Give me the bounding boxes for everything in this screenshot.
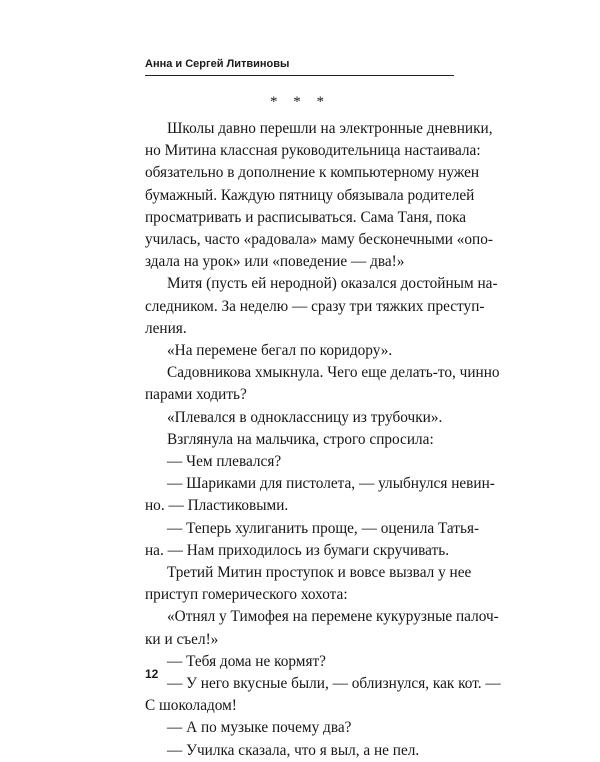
text-line: здала на урок» или «поведение — два!» [145, 253, 405, 271]
page-number: 12 [145, 667, 159, 681]
text-line: — Шариками для пистолета, — улыбнулся невин- [167, 475, 495, 493]
text-line: следником. За неделю — сразу три тяжких преступ- [145, 297, 485, 315]
text-line: ления. [145, 319, 187, 337]
page-body [145, 118, 501, 762]
running-header: Анна и Сергей Литвиновы [145, 58, 290, 70]
text-line: «На перемене бегал по коридору». [167, 342, 393, 360]
text-line: Садовникова хмыкнула. Чего еще делать-то, чинно [167, 364, 500, 382]
text-line: обязательно в дополнение к компьютерному нужен [145, 164, 480, 182]
text-line: «Отнял у Тимофея на перемене кукурузные палоч- [167, 608, 499, 626]
text-line: просматривать и расписываться. Сама Таня, пока [145, 208, 467, 226]
text-line: на. — Нам приходилось из бумаги скручивать. [145, 541, 450, 559]
text-line: парами ходить? [145, 386, 247, 404]
text-line: — У него вкусные были, — облизнулся, как кот. — [167, 675, 501, 693]
text-line: Митя (пусть ей неродной) оказался достойным на- [167, 275, 498, 293]
text-line: бумажный. Каждую пятницу обязывала родителей [145, 186, 475, 204]
text-line: ки и съел!» [145, 630, 219, 648]
text-line: Школы давно перешли на электронные дневники, [167, 120, 493, 137]
text-line: — Тебя дома не кормят? [167, 652, 326, 670]
text-line: — Теперь хулиганить проще, — оценила Татья- [167, 519, 480, 537]
text-line: но Митина классная руководительница настаивала: [145, 142, 481, 160]
text-line: Взглянула на мальчика, строго спросила: [167, 430, 434, 448]
text-line: — Чем плевался? [167, 453, 282, 471]
text-line: Третий Митин проступок и вовсе вызвал у нее [167, 564, 472, 582]
section-break: * * * [270, 94, 330, 110]
header-rule [145, 75, 454, 76]
text-line: училась, часто «радовала» маму бесконечными «опо- [145, 231, 493, 249]
text-line: приступ гомерического хохота: [145, 586, 348, 604]
text-line: — А по музыке почему два? [167, 719, 352, 737]
text-line: «Плевался в одноклассницу из трубочки». [167, 408, 443, 426]
text-line: — Училка сказала, что я выл, а не пел. [167, 741, 420, 759]
text-line: С шоколадом! [145, 697, 237, 715]
text-line: но. — Пластиковыми. [145, 497, 289, 515]
